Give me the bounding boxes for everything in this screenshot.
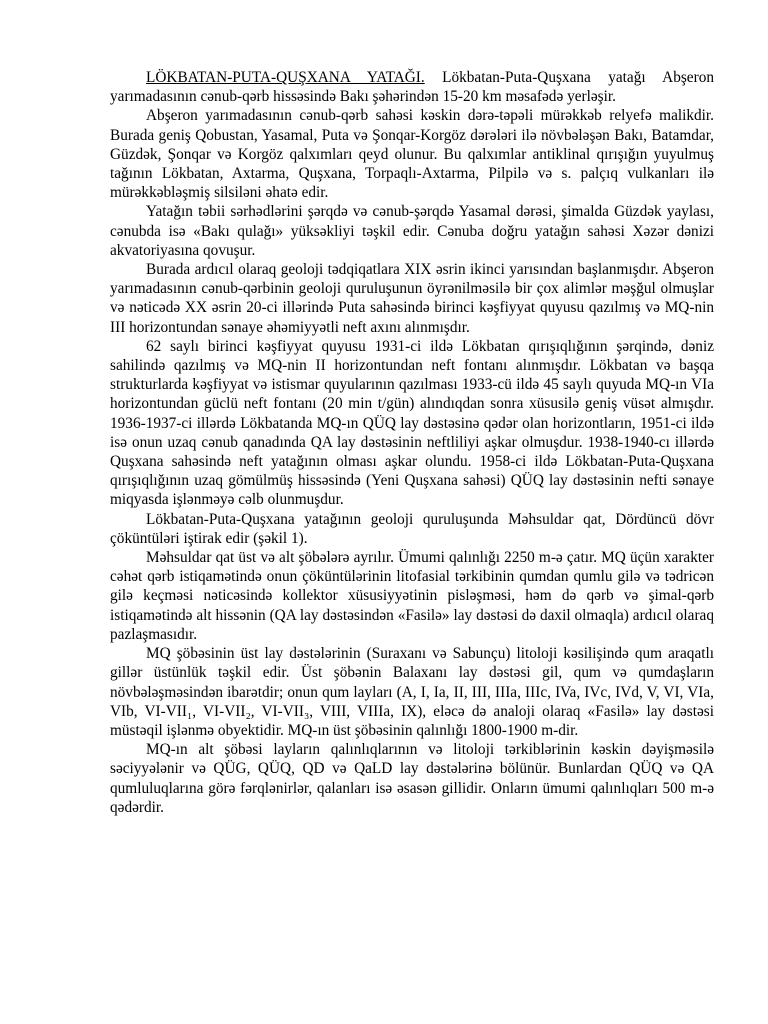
paragraph-research-history: Burada ardıcıl olaraq geoloji tədqiqatlara XIX əsrin ikinci yarısından başlanmışdır. Abşeron yarımadasının cənub-qərbinin geoloji quruluşunun öyrənilməsilə bir çox alimlər məşğul olmuşlar və nəticədə XX əsrin 20-ci illərində Puta sahəsində birinci kəşfiyyat quyusu qazılmış və MQ-nin III horizontundan sənaye əhəmiyyətli neft axını alınmışdır. bbox=[110, 261, 714, 336]
paragraph-exploration-wells: 62 saylı birinci kəşfiyyat quyusu 1931-ci ildə Lökbatan qırışıqlığının şərqində, dəniz sahilində qazılmış və MQ-nin II horizontundan neft fontanı alınmışdır. Lökbatan və başqa strukturlarda kəşfiyyat və istismar quyularının qazılması 1933-cü ildə 45 saylı quyuda MQ-ın VIa horizontundan güclü neft fontanı (20 min t/gün) alındıqdan sonra xüsusilə geniş vüsət almışdır. 1936-1937-ci illərdə Lökbatanda MQ-ın QÜQ lay dəstəsinə qədər olan horizontların, 1951-ci ildə isə onun uzaq cənub qanadında QA lay dəstəsinin neftliliyi aşkar olmuşdur. 1938-1940-cı illərdə Quşxana sahəsində neft yatağının olması aşkar olundu. 1958-ci ildə Lökbatan-Puta-Quşxana qırışıqlığının uzaq gömülmüş hissəsində (Yeni Quşxana sahəsi) QÜQ lay dəstəsinin nefti sənaye miqyasda işlənməyə cəlb olunmuşdur. bbox=[110, 337, 714, 509]
paragraph-lower-division: MQ-ın alt şöbəsi layların qalınlıqlarının və litoloji tərkiblərinin kəskin dəyişməsilə səciyyələnir və QÜG, QÜQ, QD və QaLD lay dəstələrinə bölünür. Bunlardan QÜQ və QA qumluluqlarına görə fərqlənirlər, qalanları isə əsasən gillidir. Onların ümumi qalınlıqları 500 m-ə qədərdir. bbox=[110, 741, 714, 816]
paragraph-productive-series: Məhsuldar qat üst və alt şöbələrə ayrılır. Ümumi qalınlığı 2250 m-ə çatır. MQ üçün xarakter cəhət qərb istiqamətində onun çöküntülərinin litofasial tərkibinin qumdan qumlu gilə və tədricən gilə keçməsi nəticəsində kollektor xüsusiyyətinin pisləşməsi, həm də qərb və şimal-qərb istiqamətində alt hissənin (QA lay dəstəsindən «Fasilə» lay dəstəsi də daxil olmaqla) ardıcıl olaraq pazlaşmasıdır. bbox=[110, 549, 714, 643]
paragraph-upper-division: MQ şöbəsinin üst lay dəstələrinin (Suraxanı və Sabunçu) litoloji kəsilişində qum araqatlı gillər üstünlük təşkil edir. Üst şöbənin Balaxanı lay dəstəsi gil, qum və qumdaşların növbələşməsindən ibarətdir; onun qum layları (A, I, Ia, II, III, IIIa, IIIc, IVa, IVc, IVd, V, VI, VIa, VIb, VI-VII₁, VI-VII₂, VI-VII₃, VIII, VIIIa, IX), eləcə də analoji olaraq «Fasilə» lay dəstəsi müstəqil işlənmə obyektidir. MQ-ın üst şöbəsinin qalınlığı 1800-1900 m-dir. bbox=[110, 645, 714, 739]
paragraph-intro-text: Lökbatan-Puta-Quşxana yatağı Abşeron yarımadasının cənub-qərb hissəsində Bakı şəhərindən 15-20 km məsafədə yerləşir. bbox=[110, 69, 714, 106]
paragraph-geology-structure: Lökbatan-Puta-Quşxana yatağının geoloji quruluşunda Məhsuldar qat, Dördüncü dövr çöküntüləri iştirak edir (şəkil 1). bbox=[110, 510, 714, 547]
paragraph-boundaries: Yatağın təbii sərhədlərini şərqdə və cənub-şərqdə Yasamal dərəsi, şimalda Güzdək yaylası, cənubda isə «Bakı qulağı» yüksəkliyi təşkil edir. Cənuba doğru yatağın sahəsi Xəzər dənizi akvatoriyasına qovuşur. bbox=[110, 203, 714, 259]
section-heading: LÖKBATAN-PUTA-QUŞXANA YATAĞI. bbox=[146, 69, 425, 86]
document-page bbox=[110, 68, 714, 817]
paragraph-intro bbox=[110, 68, 714, 106]
paragraph-relief: Abşeron yarımadasının cənub-qərb sahəsi kəskin dərə-təpəli mürəkkəb relyefə malikdir. Burada geniş Qobustan, Yasamal, Puta və Şonqar-Korgöz dərələri ilə növbələşən Bakı, Batamdar, Güzdək, Şonqar və Korgöz qalxımları qeyd olunur. Bu qalxımlar antiklinal qırışığın yuyulmuş tağının Lökbatan, Axtarma, Quşxana, Torpaqlı-Axtarma, Pilpilə və s. palçıq vulkanları ilə mürəkkəbləşmiş silsiləni əhatə edir. bbox=[110, 107, 714, 202]
